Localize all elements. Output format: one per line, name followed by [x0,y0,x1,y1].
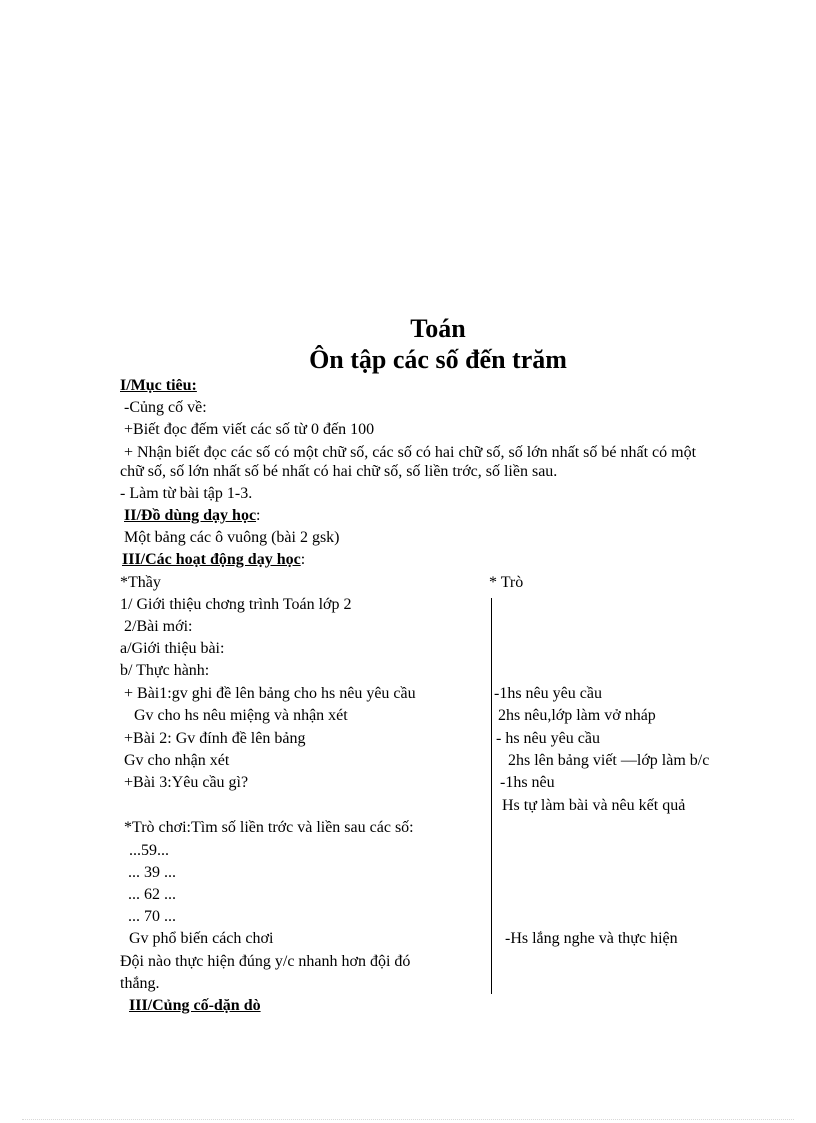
page-subtitle: Ôn tập các số đến trăm [309,345,567,374]
student-activity: -Hs lắng nghe và thực hiện [505,930,678,947]
objective-line: - Làm từ bài tập 1-3. [120,485,253,502]
objective-line: + Nhận biết đọc các số có một chữ số, các số có hai chữ số, số lớn nhất số bé nhất có một [124,444,697,461]
heading-colon: : [300,551,306,568]
section-heading-activities [122,550,305,570]
teacher-activity: Đội nào thực hiện đúng y/c nhanh hơn đội đó [120,953,411,970]
section-heading-materials-text: II/Đồ dùng dạy học [124,507,257,524]
teacher-activity: 1/ Giới thiệu chơng trình Toán lớp 2 [120,596,352,613]
page-bottom-divider [22,1119,794,1120]
student-activity: 2hs lên bảng viết —lớp làm b/c [508,752,710,769]
teacher-activity: ... 39 ... [128,864,176,881]
teacher-activity: ... 70 ... [128,908,176,925]
student-activity: 2hs nêu,lớp làm vở nháp [498,707,656,724]
teacher-activity: 2/Bài mới: [124,618,193,635]
student-activity: -1hs nêu yêu cầu [494,685,602,702]
teacher-activity: Gv phổ biến cách chơi [129,930,274,947]
section-heading-consolidation: III/Củng cố-dặn dò [129,997,261,1014]
teacher-activity: ...59... [129,842,169,859]
teacher-activity: ... 62 ... [128,886,176,903]
teacher-activity: b/ Thực hành: [120,662,210,679]
teacher-activity: thắng. [120,975,160,992]
student-activity: - hs nêu yêu cầu [496,730,600,747]
section-heading-objectives: I/Mục tiêu: [120,377,197,394]
teacher-column-header: *Thầy [120,574,161,591]
student-activity: -1hs nêu [500,774,555,791]
teacher-activity: +Bài 2: Gv đính đề lên bảng [124,730,306,747]
teacher-activity: Gv cho nhận xét [124,752,230,769]
heading-colon: : [256,507,261,524]
column-divider [491,598,492,994]
objective-line: -Củng cố về: [124,399,207,416]
teacher-activity: +Bài 3:Yêu cầu gì? [124,774,249,791]
section-heading-materials [124,506,261,526]
teacher-activity: a/Giới thiệu bài: [120,640,225,657]
objective-line: +Biết đọc đếm viết các số từ 0 đến 100 [124,421,375,438]
student-activity: Hs tự làm bài và nêu kết quả [502,797,686,814]
objective-line: chữ số, số lớn nhất số bé nhất có hai chữ số, số liền trớc, số liền sau. [120,463,558,480]
teacher-activity: + Bài1:gv ghi đề lên bảng cho hs nêu yêu cầu [124,685,416,702]
teacher-activity: Gv cho hs nêu miệng và nhận xét [134,707,348,724]
materials-line: Một bảng các ô vuông (bài 2 gsk) [124,529,340,546]
student-column-header: * Trò [489,574,524,591]
page-title: Toán [410,314,466,343]
section-heading-activities-text: III/Các hoạt động dạy học [122,551,301,568]
teacher-activity: *Trò chơi:Tìm số liền trớc và liền sau các số: [124,819,414,836]
